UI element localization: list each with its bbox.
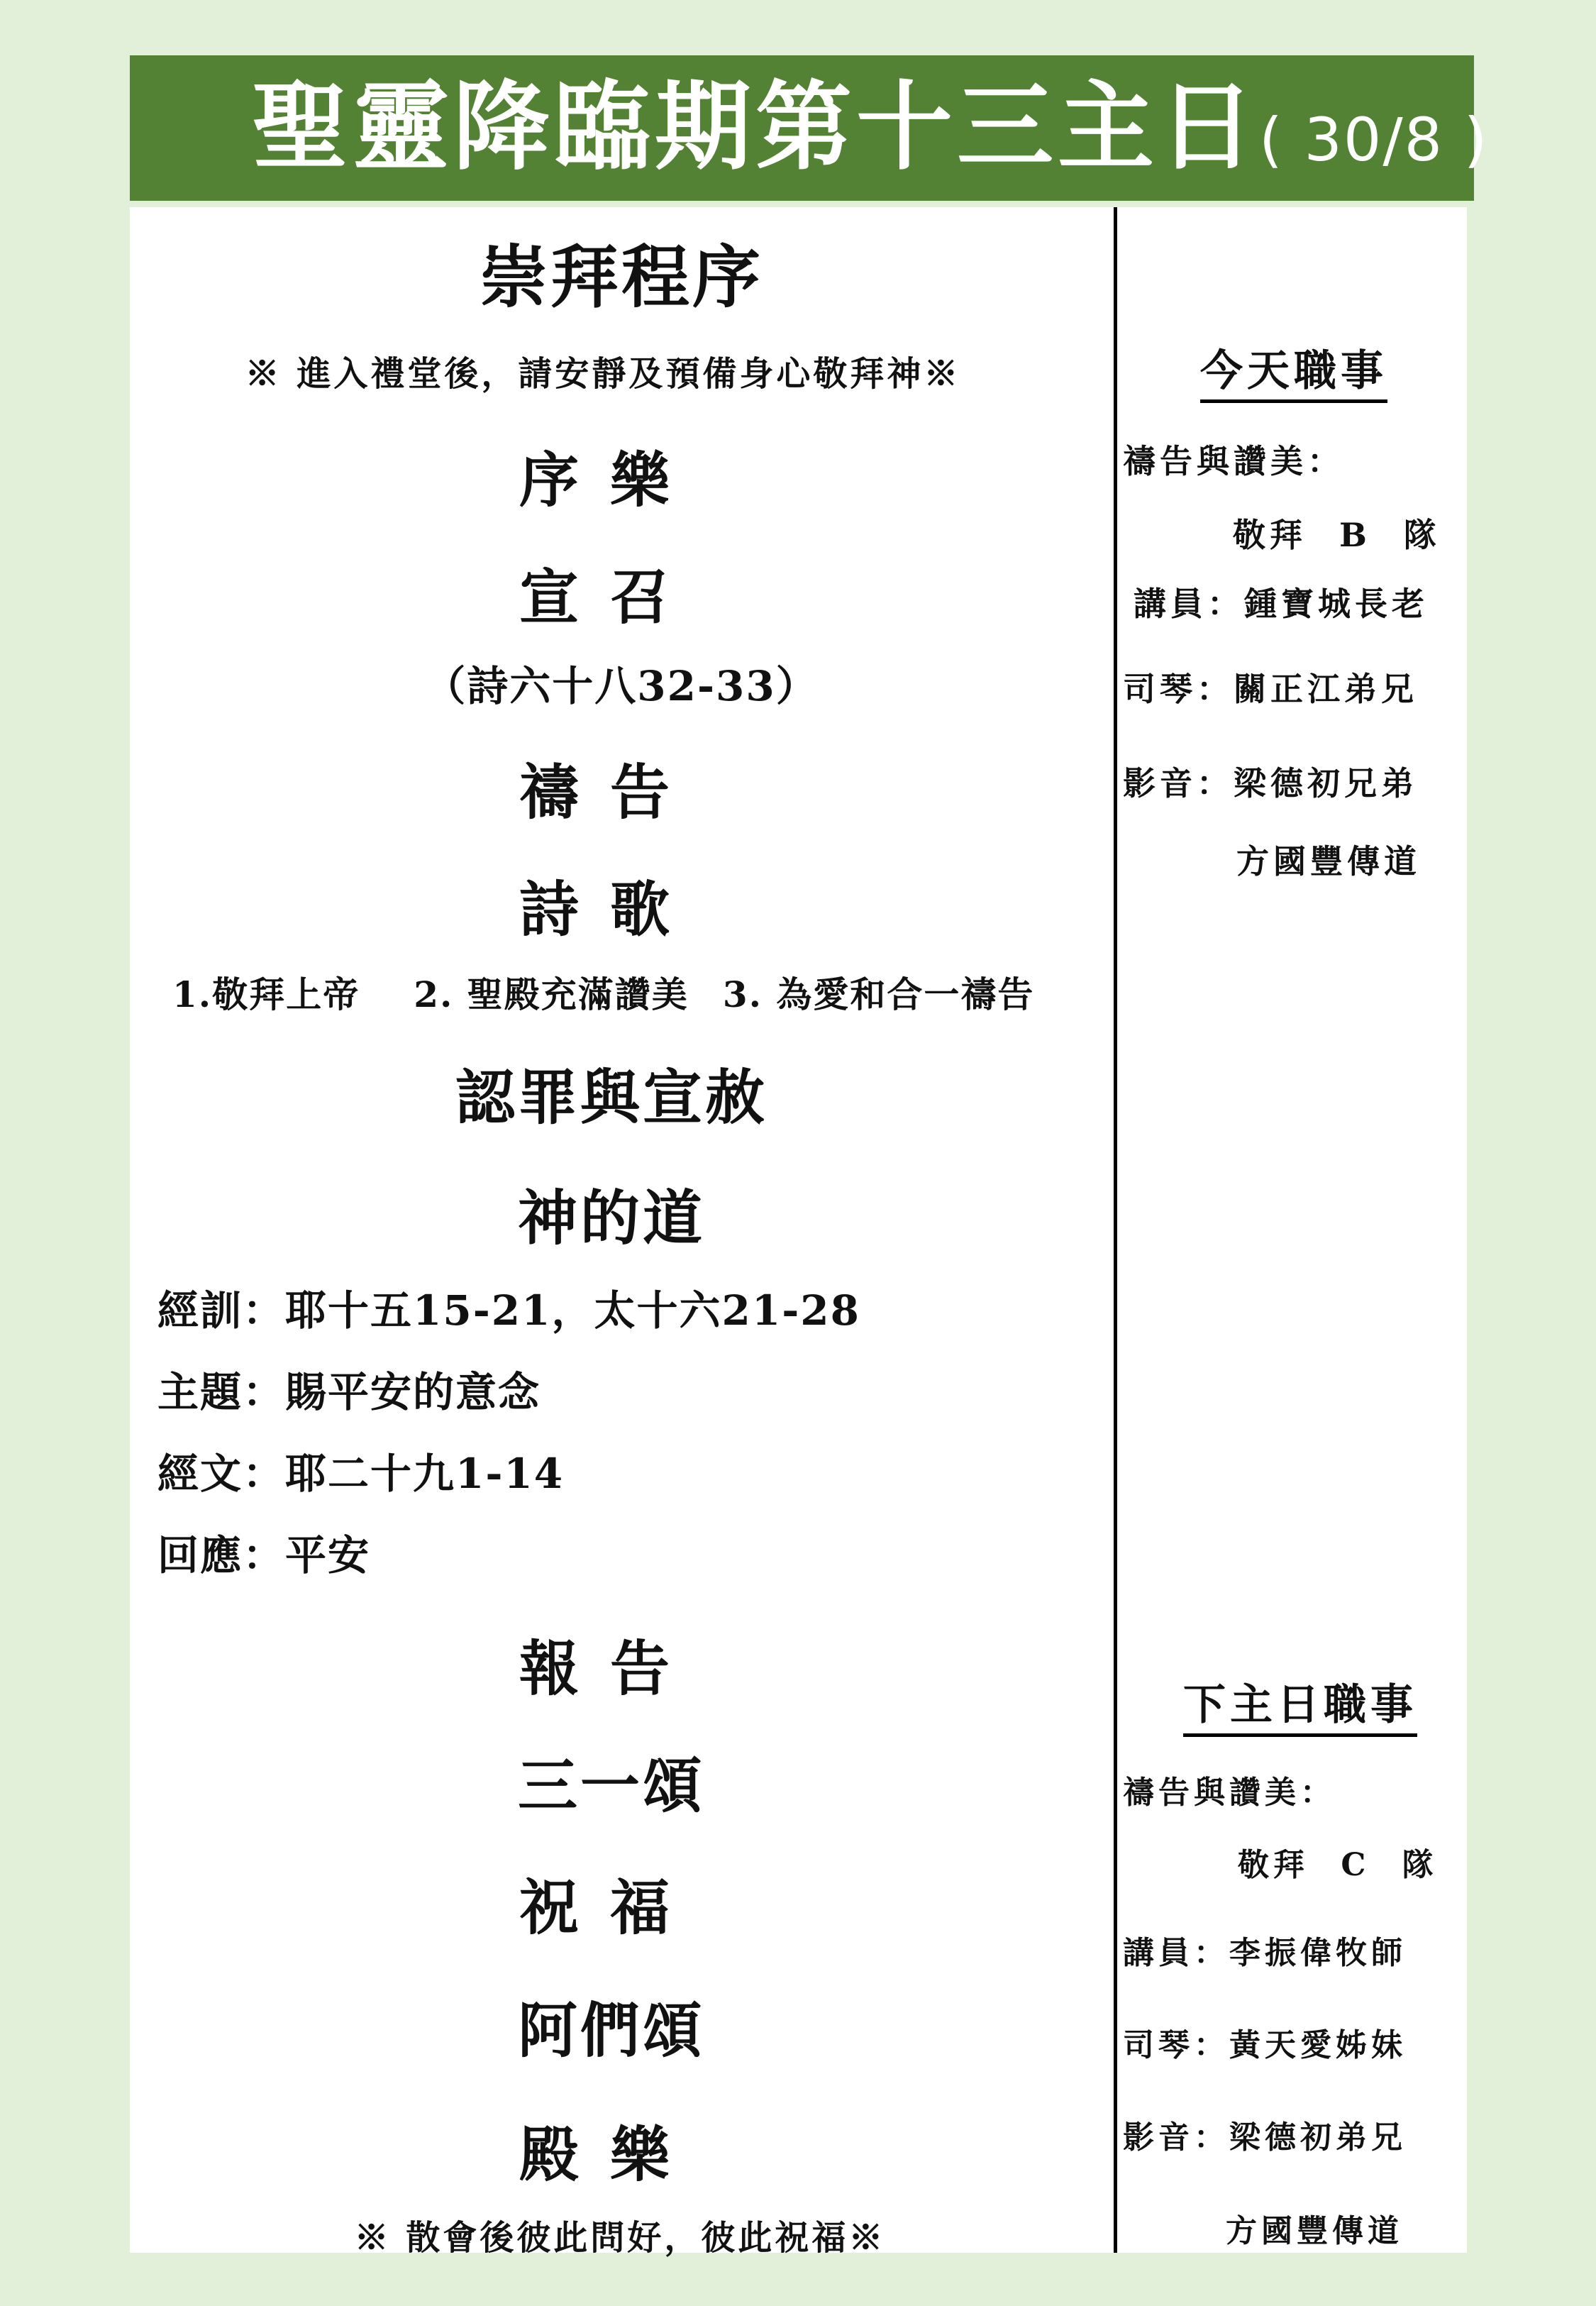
service-title: 聖靈降臨期第十三主日 (252, 72, 1259, 184)
item-amen: 阿們頌 (517, 1996, 706, 2065)
closing-note: ※ 散會後彼此問好，彼此祝福※ (354, 2218, 886, 2258)
header-bar (130, 55, 1489, 201)
next-pianist: 司琴：黃天愛姊妹 (1123, 2027, 1407, 2063)
today-duty-title: 今天職事 (1200, 337, 1387, 403)
next-worship-team: 敬拜 C 隊 (1238, 1847, 1438, 1883)
page-title (252, 64, 1489, 204)
service-date: ( 30/8 ) (1259, 105, 1489, 175)
next-worship-label: 禱告與讚美： (1123, 1775, 1336, 1811)
today-pianist: 司琴：關正江弟兄 (1123, 670, 1418, 708)
item-call: 宣召 (519, 563, 702, 632)
hymn-item: 1.敬拜上帝 (172, 973, 360, 1015)
sermon-theme: 主題：賜平安的意念 (157, 1368, 541, 1416)
call-verse: （詩六十八32-33） (424, 662, 819, 710)
item-benediction: 祝福 (519, 1873, 702, 1943)
response: 回應：平安 (157, 1531, 371, 1579)
today-worship-team: 敬拜 B 隊 (1233, 516, 1441, 554)
item-confession: 認罪與宣赦 (455, 1063, 768, 1132)
next-speaker: 講員：李振偉牧師 (1123, 1935, 1407, 1971)
next-duty-title: 下主日職事 (1183, 1671, 1417, 1737)
intro-note: ※ 進入禮堂後，請安靜及預備身心敬拜神※ (245, 354, 961, 394)
next-av-second: 方國豐傳道 (1226, 2213, 1403, 2249)
next-av: 影音：梁德初弟兄 (1123, 2119, 1407, 2156)
scripture-text: 經文：耶二十九1-14 (157, 1450, 565, 1498)
hymn-item: 2. 聖殿充滿讚美 (414, 973, 689, 1015)
today-av-second: 方國豐傳道 (1236, 842, 1421, 881)
item-prelude: 序樂 (519, 446, 702, 515)
item-prayer: 禱告 (519, 758, 702, 827)
item-announcements: 報告 (519, 1634, 702, 1704)
readings: 經訓：耶十五15-21，太十六21-28 (157, 1286, 860, 1335)
today-speaker: 講員：鍾寶城長老 (1134, 585, 1429, 623)
item-hymns: 詩歌 (519, 875, 702, 944)
hymn-list (172, 966, 1034, 1017)
item-postlude: 殿樂 (519, 2120, 702, 2190)
hymn-item: 3. 為愛和合一禱告 (722, 973, 1035, 1015)
item-word: 神的道 (517, 1184, 706, 1253)
today-av: 影音：梁德初兄弟 (1123, 764, 1418, 802)
order-title: 崇拜程序 (480, 238, 763, 317)
item-doxology: 三一頌 (517, 1751, 706, 1821)
column-divider (1114, 207, 1117, 2253)
today-worship-label: 禱告與讚美： (1123, 442, 1344, 480)
